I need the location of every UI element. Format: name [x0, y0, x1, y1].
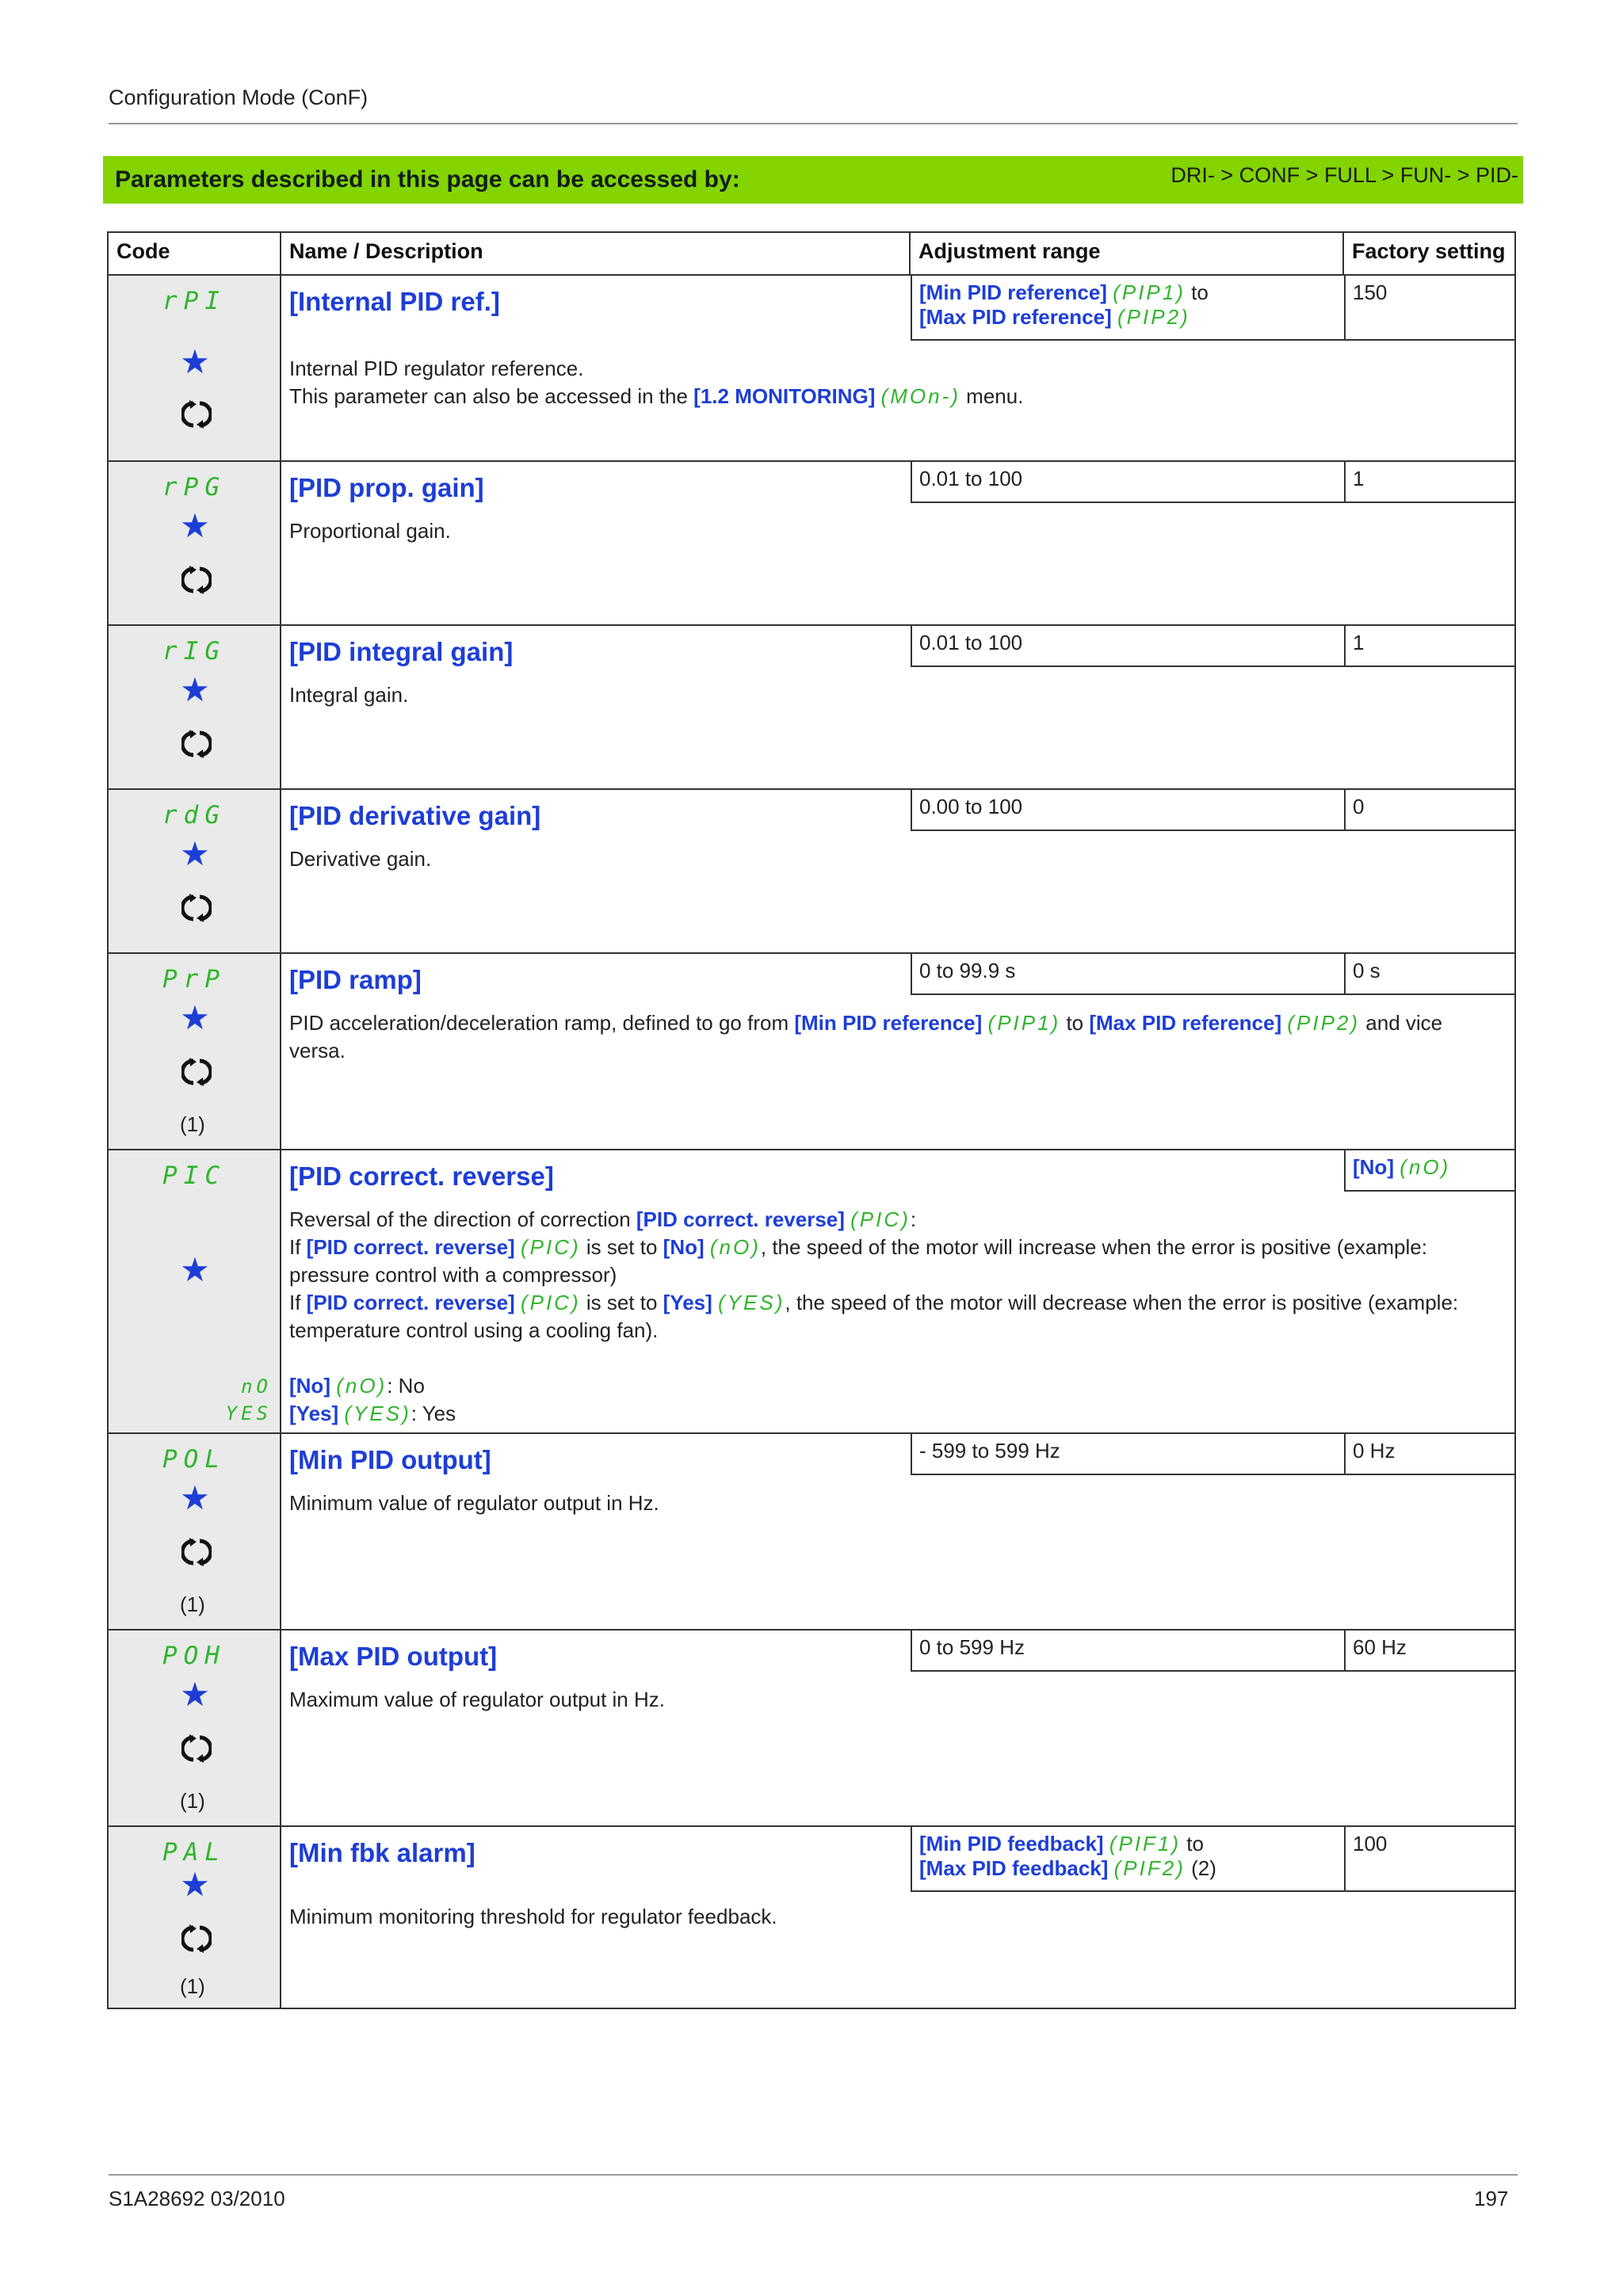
param-row-rpi	[107, 276, 1516, 462]
footnote-ref: (1)	[180, 1789, 205, 1813]
param-name: [PID ramp]	[289, 965, 422, 994]
param-code: PAL	[162, 1838, 226, 1867]
param-description: Reversal of the direction of correction [PID correct. reverse] (PIC): If [PID correct. reverse] (PIC) is set to [No] (nO), the speed of the motor will increase when the error is positive (example: pressure control with a compressor) If [PID correct. reverse] (PIC) is set to [Yes] (YES), the speed of the motor will decrease when the error is positive (example: temperature control using a cooling fan).	[289, 1207, 1459, 1342]
star-icon: ★	[180, 343, 210, 380]
adjustment-range: [Min PID reference] (PIP1) to [Max PID reference] (PIP2)	[911, 276, 1344, 341]
footnote-ref: (1)	[180, 1592, 205, 1616]
change-during-operation-icon	[181, 729, 212, 759]
param-name: [Min fbk alarm]	[289, 1838, 475, 1867]
change-during-operation-icon	[181, 565, 212, 595]
header-range: Adjustment range	[911, 233, 1344, 274]
star-icon: ★	[180, 1251, 210, 1288]
param-row-pic	[107, 1150, 1516, 1434]
adjustment-range: 0.01 to 100	[911, 462, 1344, 503]
factory-setting: [No] (nO)	[1344, 1150, 1514, 1192]
header-code: Code	[109, 233, 281, 274]
factory-setting: 60 Hz	[1344, 1630, 1514, 1672]
table-header-row	[107, 231, 1516, 276]
banner-menu-path: DRI- > CONF > FULL > FUN- > PID-	[1170, 163, 1518, 187]
header-divider	[109, 123, 1518, 124]
adjustment-range: - 599 to 599 Hz	[911, 1434, 1344, 1475]
param-description: Minimum value of regulator output in Hz.	[289, 1491, 659, 1515]
param-row-rig	[107, 626, 1516, 790]
param-name: [Min PID output]	[289, 1445, 491, 1474]
option-code: YES	[225, 1402, 272, 1425]
param-row-pol	[107, 1434, 1516, 1630]
param-row-rpg	[107, 462, 1516, 626]
change-during-operation-icon	[181, 1537, 212, 1567]
param-description: Internal PID regulator reference. This parameter can also be accessed in the [1.2 MONITORING] (MOn-) menu.	[289, 357, 1024, 408]
param-name: [PID prop. gain]	[289, 473, 484, 502]
star-icon: ★	[180, 999, 210, 1036]
param-description: Integral gain.	[289, 683, 409, 707]
star-icon: ★	[180, 1479, 210, 1516]
parameter-table	[107, 231, 1516, 2009]
change-during-operation-icon	[181, 399, 212, 429]
param-name: [PID derivative gain]	[289, 801, 541, 830]
param-row-prp	[107, 954, 1516, 1150]
param-code: rIG	[162, 637, 226, 666]
change-during-operation-icon	[181, 1733, 212, 1764]
adjustment-range: 0 to 599 Hz	[911, 1630, 1344, 1672]
star-icon: ★	[180, 671, 210, 708]
footer-divider	[109, 2174, 1518, 2176]
banner-title: Parameters described in this page can be accessed by:	[115, 166, 740, 193]
factory-setting: 0	[1344, 790, 1514, 831]
param-name: [PID correct. reverse]	[289, 1161, 554, 1191]
param-code: PIC	[162, 1161, 226, 1190]
footnote-ref: (1)	[180, 1974, 205, 1998]
change-during-operation-icon	[181, 893, 212, 923]
change-during-operation-icon	[181, 1057, 212, 1087]
param-description: PID acceleration/deceleration ramp, defined to go from [Min PID reference] (PIP1) to [Max PID reference] (PIP2) and vice versa.	[289, 1011, 1443, 1062]
param-code: rdG	[162, 801, 226, 830]
param-name: [Max PID output]	[289, 1642, 498, 1671]
factory-setting: 1	[1344, 626, 1514, 667]
option-code: nO	[241, 1375, 272, 1398]
star-icon: ★	[180, 507, 210, 544]
document-reference: S1A28692 03/2010	[109, 2187, 285, 2210]
adjustment-range: 0 to 99.9 s	[911, 954, 1344, 995]
factory-setting: 150	[1344, 276, 1514, 341]
param-description: Maximum value of regulator output in Hz.	[289, 1688, 665, 1711]
param-description: Derivative gain.	[289, 847, 432, 871]
code-cell	[109, 276, 281, 460]
param-description: Minimum monitoring threshold for regulator feedback.	[289, 1905, 777, 1928]
adjustment-range: [Min PID feedback] (PIF1) to [Max PID feedback] (PIF2) (2)	[911, 1827, 1344, 1892]
header-name: Name / Description	[281, 233, 911, 274]
param-name: [PID integral gain]	[289, 637, 514, 666]
adjustment-range: 0.01 to 100	[911, 626, 1344, 667]
param-name: [Internal PID ref.]	[289, 287, 500, 316]
adjustment-range: 0.00 to 100	[911, 790, 1344, 831]
param-row-pal	[107, 1827, 1516, 2009]
factory-setting: 1	[1344, 462, 1514, 503]
footnote-ref: (1)	[180, 1112, 205, 1136]
factory-setting: 0 s	[1344, 954, 1514, 995]
param-description: Proportional gain.	[289, 519, 451, 543]
access-banner	[103, 156, 1523, 204]
param-code: PrP	[162, 965, 226, 994]
param-code: POH	[162, 1642, 226, 1670]
change-during-operation-icon	[181, 1924, 212, 1954]
page-number: 197	[1474, 2187, 1509, 2210]
star-icon: ★	[180, 1866, 210, 1903]
monitoring-menu-link: [1.2 MONITORING]	[693, 384, 876, 408]
page-header: Configuration Mode (ConF)	[109, 86, 369, 109]
star-icon: ★	[180, 1676, 210, 1713]
factory-setting: 100	[1344, 1827, 1514, 1892]
param-code: rPI	[162, 287, 226, 315]
factory-setting: 0 Hz	[1344, 1434, 1514, 1475]
param-code: rPG	[162, 473, 226, 502]
star-icon: ★	[180, 835, 210, 872]
param-row-poh	[107, 1630, 1516, 1827]
param-code: POL	[162, 1445, 226, 1474]
param-row-rdg	[107, 790, 1516, 954]
option-list: [No] (nO): No [Yes] (YES): Yes	[289, 1374, 456, 1425]
header-factory: Factory setting	[1344, 233, 1516, 274]
